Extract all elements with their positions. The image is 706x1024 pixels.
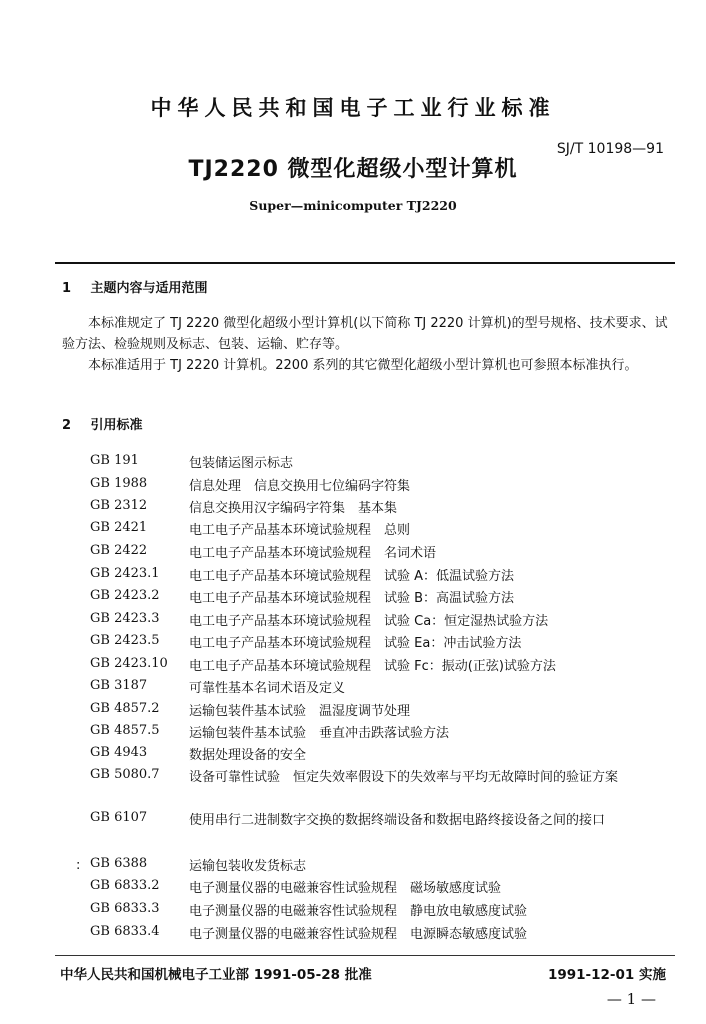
reference-title: 运输包装件基本试验 垂直冲击跌落试验方法 <box>189 726 450 741</box>
reference-row <box>90 566 680 588</box>
reference-code: GB 5080.7 <box>90 767 160 782</box>
reference-title: 电工电子产品基本环境试验规程 试验 A：低温试验方法 <box>189 569 515 584</box>
reference-row <box>90 745 680 767</box>
document-subtitle: Super—minicomputer TJ2220 <box>249 198 457 213</box>
reference-code: GB 191 <box>90 453 139 468</box>
reference-title: 电子测量仪器的电磁兼容性试验规程 磁场敏感度试验 <box>189 881 502 896</box>
reference-code: GB 2423.2 <box>90 588 160 603</box>
reference-code: GB 2312 <box>90 498 148 513</box>
reference-row <box>90 588 680 610</box>
scan-mark: : <box>76 858 81 873</box>
reference-code: GB 1988 <box>90 476 148 491</box>
reference-code: GB 3187 <box>90 678 148 693</box>
reference-row <box>90 633 680 655</box>
reference-row <box>90 767 680 789</box>
reference-code: GB 2423.3 <box>90 611 160 626</box>
section-2-heading <box>62 414 143 433</box>
section-2-number: 2 <box>62 418 72 433</box>
reference-row <box>90 498 680 520</box>
reference-title: 电工电子产品基本环境试验规程 试验 B：高温试验方法 <box>189 591 515 606</box>
reference-code: GB 4857.5 <box>90 723 160 738</box>
section-1-title: 主题内容与适用范围 <box>90 281 208 296</box>
reference-row <box>90 656 680 678</box>
approval-note: 中华人民共和国机械电子工业部 1991-05-28 批准 <box>60 967 372 983</box>
reference-code: GB 2421 <box>90 520 148 535</box>
effective-date-note: 1991-12-01 实施 <box>547 967 666 983</box>
reference-row <box>90 476 680 498</box>
page-number: — 1 — <box>606 990 656 1008</box>
reference-title: 包装储运图示标志 <box>189 456 294 471</box>
section-1-paragraph-2: 本标准适用于 TJ 2220 计算机。2200 系列的其它微型化超级小型计算机也可参照本标准执行。 <box>88 358 638 373</box>
reference-title: 电工电子产品基本环境试验规程 名词术语 <box>189 546 437 561</box>
header-divider <box>55 262 675 264</box>
reference-row <box>90 520 680 542</box>
reference-title: 电子测量仪器的电磁兼容性试验规程 静电放电敏感度试验 <box>189 904 528 919</box>
reference-row <box>90 901 680 923</box>
section-2-title: 引用标准 <box>90 418 143 433</box>
reference-title: 运输包装收发货标志 <box>189 859 307 874</box>
reference-code: GB 2423.10 <box>90 656 168 671</box>
reference-code: GB 4857.2 <box>90 701 160 716</box>
reference-row <box>90 611 680 633</box>
reference-title: 信息处理 信息交换用七位编码字符集 <box>189 479 411 494</box>
reference-title: 设备可靠性试验 恒定失效率假设下的失效率与平均无故障时间的验证方案 <box>189 770 619 785</box>
reference-code: GB 2423.5 <box>90 633 160 648</box>
reference-title: 运输包装件基本试验 温湿度调节处理 <box>189 704 411 719</box>
section-1-heading <box>62 277 208 296</box>
reference-title: 电工电子产品基本环境试验规程 试验 Fc：振动(正弦)试验方法 <box>189 659 556 674</box>
reference-row <box>90 453 680 475</box>
reference-row <box>90 543 680 565</box>
issuing-authority-header: 中华人民共和国电子工业行业标准 <box>150 96 556 120</box>
reference-title: 电工电子产品基本环境试验规程 试验 Ea：冲击试验方法 <box>189 636 522 651</box>
reference-row <box>90 701 680 723</box>
reference-title: 电工电子产品基本环境试验规程 总则 <box>189 523 411 538</box>
reference-title: 使用串行二进制数字交换的数据终端设备和数据电路终接设备之间的接口 <box>189 813 606 828</box>
reference-row <box>90 723 680 745</box>
reference-code: GB 6107 <box>90 810 148 825</box>
reference-row <box>90 678 680 700</box>
reference-code: GB 2422 <box>90 543 148 558</box>
footer-divider <box>55 955 675 956</box>
reference-row <box>90 856 680 878</box>
reference-code: GB 6388 <box>90 856 148 871</box>
reference-row <box>90 924 680 946</box>
document-title: TJ2220 微型化超级小型计算机 <box>188 157 518 182</box>
standard-code: SJ/T 10198—91 <box>556 141 664 157</box>
reference-title: 电工电子产品基本环境试验规程 试验 Ca：恒定湿热试验方法 <box>189 614 549 629</box>
section-1-paragraph-1: 本标准规定了 TJ 2220 微型化超级小型计算机(以下简称 TJ 2220 计算机)的型号规格、技术要求、试验方法、检验规则及标志、包装、运输、贮存等。 <box>62 316 668 352</box>
section-1-number: 1 <box>62 281 72 296</box>
reference-code: GB 6833.3 <box>90 901 160 916</box>
reference-code: GB 4943 <box>90 745 148 760</box>
reference-code: GB 6833.2 <box>90 878 160 893</box>
reference-title: 数据处理设备的安全 <box>189 748 307 763</box>
reference-code: GB 2423.1 <box>90 566 160 581</box>
reference-row <box>90 810 680 832</box>
reference-title: 电子测量仪器的电磁兼容性试验规程 电源瞬态敏感度试验 <box>189 927 528 942</box>
reference-title: 信息交换用汉字编码字符集 基本集 <box>189 501 398 516</box>
reference-title: 可靠性基本名词术语及定义 <box>189 681 346 696</box>
reference-code: GB 6833.4 <box>90 924 160 939</box>
reference-row <box>90 878 680 900</box>
